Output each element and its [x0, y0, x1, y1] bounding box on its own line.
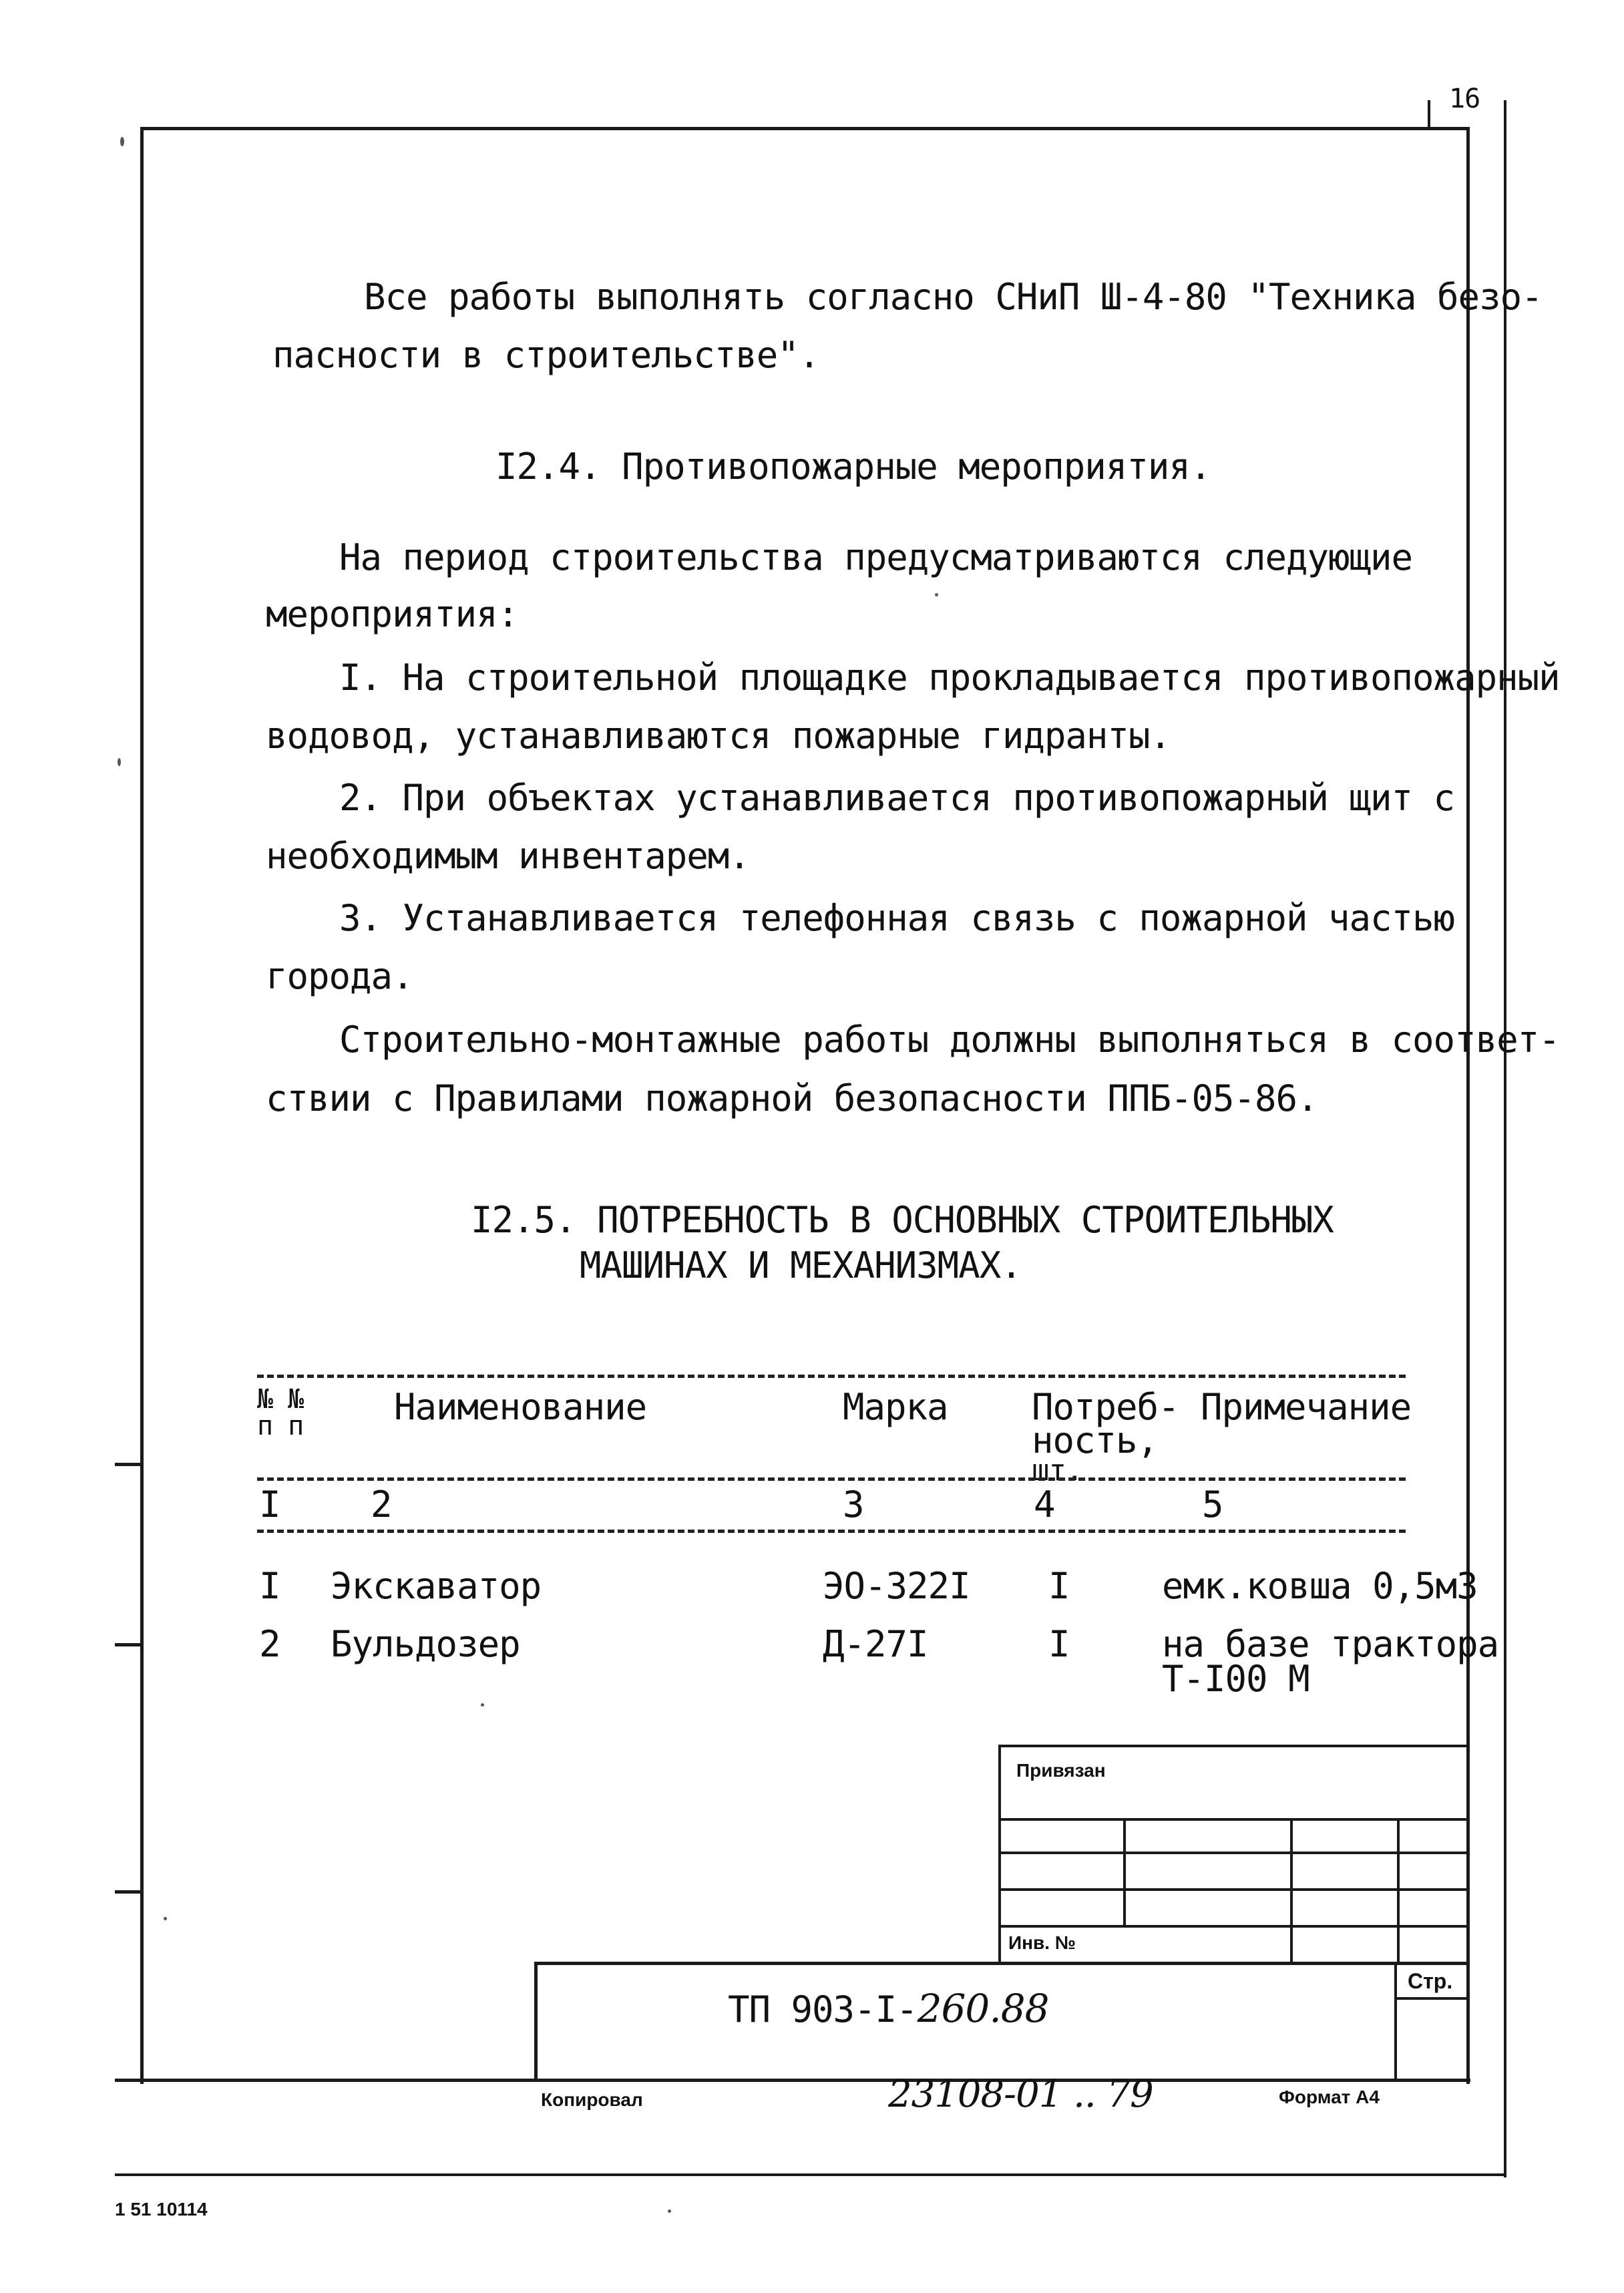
- sheet-edge-right: [1504, 100, 1506, 2177]
- scan-speck: [668, 2210, 671, 2213]
- table-header-mark: Марка: [843, 1386, 948, 1428]
- scan-speck: [164, 1917, 167, 1920]
- fire-item-1-line-1: I. На строительной площадке прокладывается противопожарный: [339, 657, 1560, 699]
- corner-box-left: [1428, 100, 1430, 130]
- scan-speck: [935, 593, 938, 596]
- safety-line-2: пасности в строительстве".: [272, 334, 820, 376]
- row-1-name: Экскаватор: [331, 1565, 542, 1607]
- margin-tick: [115, 1643, 142, 1646]
- footer-order-number: 23108-01 .. 79: [888, 2073, 1153, 2116]
- fire-intro-line-2: мероприятия:: [266, 593, 519, 635]
- fire-item-2-line-1: 2. При объектах устанавливается противопожарный щит с: [339, 777, 1455, 819]
- machines-heading-line-2: МАШИНАХ И МЕХАНИЗМАХ.: [580, 1244, 1022, 1286]
- table-header-need-1: Потреб-: [1032, 1386, 1179, 1428]
- table-rule-top: [257, 1375, 1406, 1378]
- row-1-qty: I: [1048, 1565, 1070, 1607]
- row-1-mark: ЭО-322I: [823, 1565, 970, 1607]
- scan-speck: [481, 1703, 484, 1707]
- fire-item-2-line-2: необходимым инвентарем.: [266, 835, 750, 877]
- margin-tick: [115, 1463, 142, 1466]
- margin-tick: [115, 1890, 142, 1894]
- machines-heading-line-1: I2.5. ПОТРЕБНОСТЬ В ОСНОВНЫХ СТРОИТЕЛЬНЫХ: [471, 1199, 1334, 1241]
- corner-page-number: 16: [1449, 83, 1480, 114]
- fire-final-line-1: Строительно-монтажные работы должны выполняться в соответ-: [339, 1019, 1560, 1061]
- fire-intro-line-1: На период строительства предусматриваются следующие: [339, 536, 1413, 578]
- footer-format-label: Формат А4: [1279, 2087, 1380, 2107]
- doc-code-prefix: ТП 903-I-: [728, 1988, 918, 2031]
- fire-item-1-line-2: водовод, устанавливаются пожарные гидранты.: [266, 715, 1171, 757]
- table-rule-header: [257, 1477, 1406, 1481]
- fire-final-line-2: ствии с Правилами пожарной безопасности ППБ-05-86.: [266, 1077, 1318, 1119]
- fire-item-3-line-2: города.: [266, 955, 413, 997]
- table-header-need-2: ность,: [1032, 1419, 1159, 1461]
- title-block-top: [534, 1962, 1469, 1965]
- doc-code: [728, 1986, 1049, 2031]
- row-2-note-line-2: Т-I00 М: [1162, 1658, 1309, 1700]
- table-header-name: Наименование: [394, 1386, 647, 1428]
- row-2-num: 2: [259, 1623, 280, 1665]
- title-block-divider: [1394, 1962, 1397, 2082]
- col-number-5: 5: [1202, 1483, 1223, 1526]
- table-header-num-sign: № №: [257, 1384, 304, 1415]
- row-1-note: емк.ковша 0,5м3: [1162, 1565, 1478, 1607]
- title-block-page-line: [1394, 1997, 1469, 2000]
- frame-right: [1466, 127, 1470, 2084]
- col-number-2: 2: [371, 1483, 392, 1526]
- stamp-col-line: [1123, 1818, 1126, 1928]
- row-2-mark: Д-27I: [823, 1623, 928, 1665]
- row-1-num: I: [259, 1565, 280, 1607]
- stamp-attached-label: Привязан: [1016, 1760, 1106, 1781]
- col-number-1: I: [259, 1483, 280, 1526]
- fire-item-3-line-1: 3. Устанавливается телефонная связь с пожарной частью: [339, 897, 1455, 939]
- footer-copied-label: Копировал: [541, 2089, 643, 2110]
- stamp-inv-label: Инв. №: [1008, 1932, 1076, 1953]
- frame-top: [140, 127, 1469, 130]
- stamp-left-line: [998, 1745, 1001, 1965]
- safety-line-1: Все работы выполнять согласно СНиП Ш-4-80 "Техника безо-: [364, 276, 1543, 318]
- table-rule-colnums: [257, 1530, 1406, 1533]
- doc-code-suffix: 260.88: [917, 1986, 1049, 2031]
- frame-bottom: [115, 2079, 1470, 2082]
- frame-left: [140, 127, 144, 2084]
- stamp-col-line: [1397, 1818, 1400, 1964]
- fire-section-heading: I2.4. Противопожарные мероприятия.: [495, 446, 1211, 488]
- scan-speck: [120, 137, 124, 146]
- stamp-top-line: [998, 1745, 1469, 1747]
- stamp-page-label: Стр.: [1408, 1969, 1453, 1993]
- row-2-qty: I: [1048, 1623, 1070, 1665]
- scan-speck: [118, 758, 121, 766]
- table-header-need-3: шт.: [1032, 1453, 1083, 1487]
- row-2-note-line-1: на базе трактора: [1162, 1623, 1499, 1665]
- stamp-col-line: [1290, 1818, 1293, 1964]
- col-number-4: 4: [1034, 1483, 1055, 1526]
- sheet-edge-bottom: [115, 2173, 1506, 2176]
- table-header-note: Примечание: [1201, 1386, 1412, 1428]
- table-header-num-letters: п п: [257, 1411, 304, 1441]
- col-number-3: 3: [843, 1483, 864, 1526]
- row-2-name: Бульдозер: [331, 1623, 520, 1665]
- footer-bottom-code: 1 51 10114: [115, 2199, 208, 2220]
- title-block-left: [534, 1962, 538, 2082]
